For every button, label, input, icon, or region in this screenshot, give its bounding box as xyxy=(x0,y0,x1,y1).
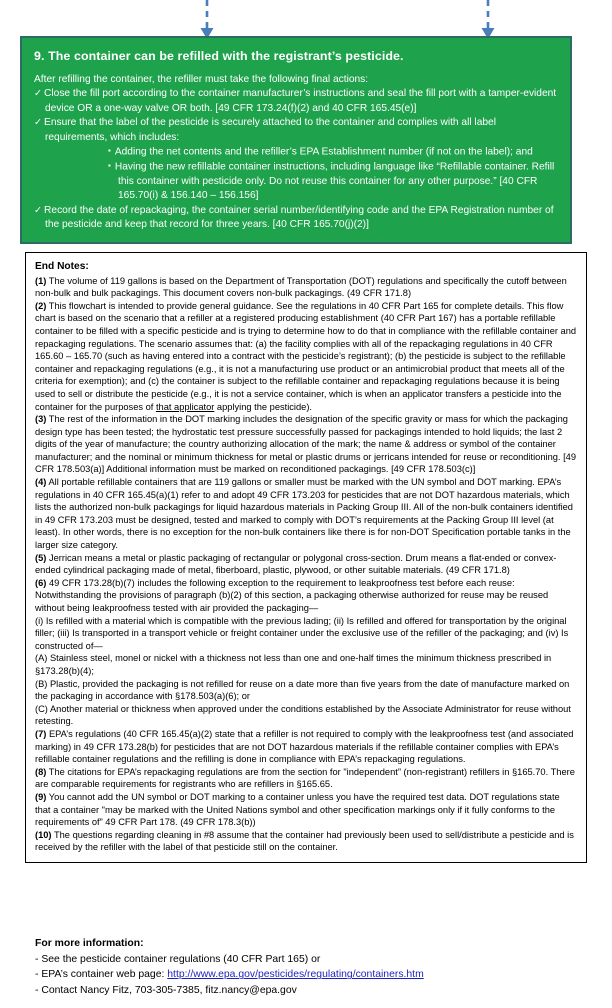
end-note-item: (5) Jerrican means a metal or plastic packaging of rectangular or polygonal cross-section. Drum means a flat-ended or convex-ended cylindrical packaging made of metal, fiberboard, plastic, plywood, or other suitable materials. (49 CFR 171.8) xyxy=(35,552,557,576)
step-9-check-item-3 xyxy=(34,204,558,233)
end-note-number: (6) xyxy=(35,577,47,588)
step-9-check-item-2-text: Ensure that the label of the pesticide is securely attached to the container and complies with all label requirements, which includes: xyxy=(44,117,496,143)
end-note-number: (4) xyxy=(35,477,47,488)
end-note-number: (9) xyxy=(35,791,47,802)
end-note-item: (4) All portable refillable containers that are 119 gallons or smaller must be marked with the UN symbol and DOT marking. EPA’s regulations in 40 CFR 165.45(a)(1) refer to and adopt 49 CFR 173.203 for pesticides that are not DOT hazardous materials, which lists the authorized non-bulk packagings for liquid hazardous materials in Packing Group III. All of the non-bulk containers identified in 49 CFR 173.203 must be designed, tested and marked to comply with DOT’s requirements at the Packing Group III level (at least). In other words, there is no exception for the non-bulk containers like there is for non-DOT Specification portable tanks in the larger size category. xyxy=(35,477,573,551)
end-note-number: (2) xyxy=(35,300,47,311)
end-note-item: (1) The volume of 119 gallons is based on the Department of Transportation (DOT) regulations and specifically the cutoff between non-bulk and bulk packagings. This document covers non-bulk packagings. (49 CFR 171.8) xyxy=(35,275,567,299)
end-note-item: (9) You cannot add the UN symbol or DOT marking to a container unless you have the required test data. DOT regulations state that a container "may be marked with the United Nations symbol and other specification markings only if it fully conforms to the requirements of” 49 CFR Part 178. (49 CFR 178.3(b)) xyxy=(35,791,560,828)
end-note-number: (8) xyxy=(35,766,47,777)
step-9-sub-bullet-2-text: Having the new refillable container instructions, including language like “Refillable container. Refill this container with pesticide only. Do not reuse this container for any other purpose.” [40 CFR 165.70(i) & 156.140 – 156.156] xyxy=(114,161,555,202)
end-note-item: (8) The citations for EPA’s repackaging regulations are from the section for "independent” (non-registrant) refillers in §165.70. There are comparable requirements for registrants who are refillers in §165.65. xyxy=(35,766,575,790)
end-note-item: (7) EPA’s regulations (40 CFR 165.45(a)(2) state that a refiller is not required to comply with the leakproofness test (and associated marking) in 49 CFR 173.28(b) for pesticides that are not DOT hazardous materials if the refillable container complies with EPA’s refillable container regulations and the refilling is done in compliance with EPA’s repackaging regulations. xyxy=(35,728,574,765)
square-bullet-icon: ▪ xyxy=(108,146,111,156)
check-icon: ✓ xyxy=(34,117,43,129)
more-information-heading: For more information: xyxy=(35,938,144,949)
more-information-line-3: - Contact Nancy Fitz, 703-305-7385, fitz.nancy@epa.gov xyxy=(35,985,297,997)
step-9-sub-bullet-1 xyxy=(34,145,558,160)
check-icon: ✓ xyxy=(34,204,43,216)
end-note-item: (6) 49 CFR 173.28(b)(7) includes the following exception to the requirement to leakproofness test before each reuse: Notwithstanding the provisions of paragraph (b)(2) of this section, a packaging otherwise authorized for reuse may be reused without being leakproofness tested with air provided the packaging— xyxy=(35,577,549,613)
more-information-line-2-label: - EPA’s container web page: xyxy=(35,969,168,981)
step-9-sub-bullet-1-text: Adding the net contents and the refiller’s EPA Establishment number (if not on the label); and xyxy=(114,146,533,158)
more-information-line-2 xyxy=(35,967,575,983)
end-note-number: (5) xyxy=(35,552,47,563)
end-notes-box xyxy=(25,252,587,863)
end-note-item: (A) Stainless steel, monel or nickel with a thickness not less than one and one-half times the minimum thickness prescribed in §173.28(b)(4); xyxy=(35,653,552,676)
more-information-line-1: - See the pesticide container regulations (40 CFR Part 165) or xyxy=(35,953,321,965)
end-note-number: (7) xyxy=(35,728,47,739)
step-9-intro: After refilling the container, the refiller must take the following final actions: xyxy=(34,73,369,85)
step-9-check-item-3-text: Record the date of repackaging, the container serial number/identifying code and the EPA Registration number of the pesticide and keep that record for three years. [40 CFR 165.70(j)(2)] xyxy=(44,204,554,231)
step-9-action-box xyxy=(20,36,572,244)
end-note-number: (3) xyxy=(35,414,47,425)
step-9-check-item-2 xyxy=(34,116,558,145)
check-icon: ✓ xyxy=(34,88,43,100)
end-note-item: (3) The rest of the information in the DOT marking includes the designation of the specific gravity or mass for which the packaging design type has been tested; the hydrostatic test pressure successfully passed for packagings intended to hold liquids; the last 2 digits of the year of manufacture; the country authorizing allocation of the mark; the name & address or symbol of the container manufacturer; and the nominal or minimum thickness for metal or plastic drums or jerricans intended for reuse or reconditioning. [49 CFR 178.503(a)] Additional information must be marked on reconditioned packagings. [49 CFR 178.503(c)] xyxy=(35,414,577,475)
step-9-title: 9. The container can be refilled with the registrant’s pesticide. xyxy=(34,49,404,63)
end-note-number: (10) xyxy=(35,829,52,840)
end-note-item: (B) Plastic, provided the packaging is not refilled for reuse on a date more than five years from the date of manufacture marked on the packaging in accordance with §178.503(a)(6); or xyxy=(35,678,570,702)
end-note-item: (10) The questions regarding cleaning in #8 assume that the container had previously been used to sell/distribute a pesticide and is received by the refiller with the label of that pesticide still on the container. xyxy=(35,829,574,853)
end-note-item: (i) Is refilled with a material which is compatible with the previous lading; (ii) Is refilled and offered for transportation by the original filler; (iii) Is transported in a transport vehicle or freight container under the exclusive use of the refiller of the packaging; and (iv) Is constructed of— xyxy=(35,615,569,651)
end-notes-heading: End Notes: xyxy=(35,261,89,272)
epa-container-web-page-link[interactable]: http://www.epa.gov/pesticides/regulating/containers.htm xyxy=(167,969,424,981)
end-note-underlined-phrase: that applicator xyxy=(155,401,215,412)
step-9-sub-bullet-2 xyxy=(34,160,558,204)
end-note-number: (1) xyxy=(35,275,47,286)
end-note-item: (C) Another material or thickness when approved under the conditions established by the Associate Administrator for reuse without retesting. xyxy=(35,703,571,727)
end-note-item: (2) This flowchart is intended to provide general guidance. See the regulations in 40 CFR Part 165 for complete details. This flow chart is based on the scenario that a refiller at a registered producing establishment (40 CFR Part 167) has a portable refillable container to be filled with a specific pesticide and is trying to determine how to do that in compliance with the refillable container and repackaging regulations. The scenario assumes that: (a) the facility complies with all of the repackaging regulations in 40 CFR 165.60 – 165.70 (such as having entered into a contract with the pesticide’s registrant); (b) the pesticide is subject to the refillable container and repackaging regulations (e.g., it is not a manufacturing use product or an antimicrobial product that meets all of the criteria for exemption); and (c) the container is subject to the refillable container and repackaging regulations because it is being used to sell or distribute the pesticide (e.g., it is not a service container, which is when an applicator transfers a pesticide into the container for the purposes of that applicator applying the pesticide). xyxy=(35,300,577,412)
step-9-check-item-1-text: Close the fill port according to the container manufacturer’s instructions and seal the fill port with a tamper-evident device OR a one-way valve OR both. [49 CFR 173.24(f)(2) and 40 CFR 165.45(e)] xyxy=(44,88,557,114)
end-notes-list xyxy=(35,275,577,854)
more-information-block xyxy=(35,936,575,999)
square-bullet-icon: ▪ xyxy=(108,161,111,171)
step-9-check-item-1 xyxy=(34,87,558,116)
